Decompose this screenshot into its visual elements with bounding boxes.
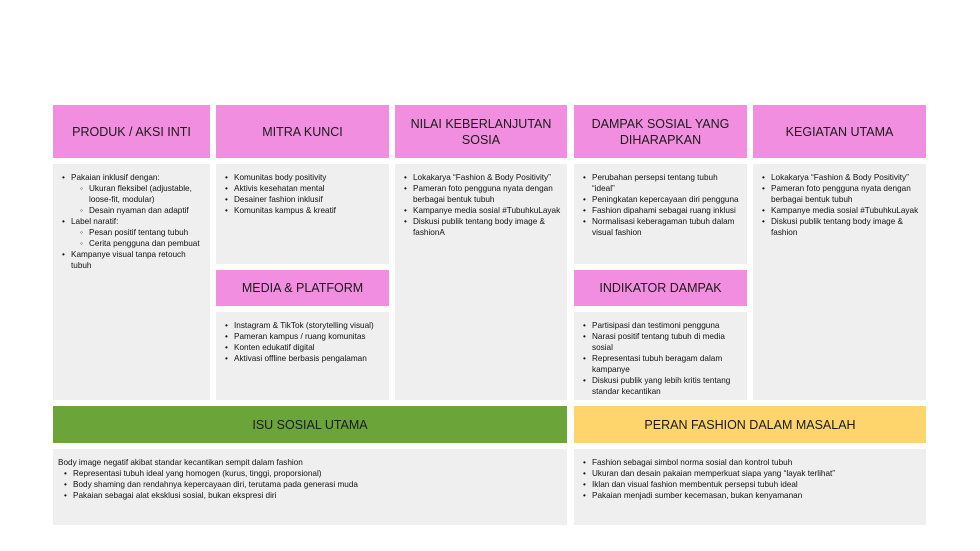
list-item: • Iklan dan visual fashion membentuk persepsi tubuh ideal xyxy=(582,479,920,490)
list-item: • Peningkatan kepercayaan diri pengguna xyxy=(582,194,741,205)
list-item: • Pakaian menjadi sumber kecemasan, bukan kenyamanan xyxy=(582,490,920,501)
list-item: • Kampanye media sosial #TubuhkuLayak xyxy=(403,205,561,216)
header-kegiatan: KEGIATAN UTAMA xyxy=(753,105,926,158)
list-item: • Representasi tubuh ideal yang homogen (kurus, tinggi, proporsional) xyxy=(63,468,561,479)
list-item: • Komunitas kampus & kreatif xyxy=(224,205,383,216)
panel-isu xyxy=(53,449,567,525)
list-item: • Lokakarya “Fashion & Body Positivity” xyxy=(403,172,561,183)
list-item: ◦ Pesan positif tentang tubuh xyxy=(71,227,204,238)
list-item: • Representasi tubuh beragam dalam kampanye xyxy=(582,353,741,375)
list-item: ◦ Cerita pengguna dan pembuat xyxy=(71,238,204,249)
isu-intro: Body image negatif akibat standar kecantikan sempit dalam fashion xyxy=(58,458,303,467)
panel-indikator xyxy=(574,312,747,400)
list-item: • Kampanye visual tanpa retouch tubuh xyxy=(61,249,204,271)
list-item xyxy=(61,172,204,216)
list-item: • Body shaming dan rendahnya kepercayaan diri, terutama pada generasi muda xyxy=(63,479,561,490)
header-mitra: MITRA KUNCI xyxy=(216,105,389,158)
list-item: • Pameran foto pengguna nyata dengan berbagai bentuk tubuh xyxy=(761,183,920,205)
panel-produk xyxy=(53,164,210,400)
header-peran: PERAN FASHION DALAM MASALAH xyxy=(574,406,926,443)
list-item: • Pameran foto pengguna nyata dengan berbagai bentuk tubuh xyxy=(403,183,561,205)
header-indikator: INDIKATOR DAMPAK xyxy=(574,270,747,306)
list-item: • Diskusi publik yang lebih kritis tentang standar kecantikan xyxy=(582,375,741,397)
item-text: Label naratif: xyxy=(71,217,119,226)
list-item: • Partisipasi dan testimoni pengguna xyxy=(582,320,741,331)
header-isu: ISU SOSIAL UTAMA xyxy=(53,406,567,443)
list-item: • Pakaian sebagai alat eksklusi sosial, bukan ekspresi diri xyxy=(63,490,561,501)
list-item: • Konten edukatif digital xyxy=(224,342,383,353)
list-item: • Normalisasi keberagaman tubuh dalam visual fashion xyxy=(582,216,741,238)
panel-kegiatan xyxy=(753,164,926,400)
panel-mitra xyxy=(216,164,389,264)
list-item: • Lokakarya “Fashion & Body Positivity” xyxy=(761,172,920,183)
list-item: • Kampanye media sosial #TubuhkuLayak xyxy=(761,205,920,216)
list-item: • Perubahan persepsi tentang tubuh “ideal” xyxy=(582,172,741,194)
header-media: MEDIA & PLATFORM xyxy=(216,270,389,306)
panel-peran xyxy=(574,449,926,525)
list-item: • Komunitas body positivity xyxy=(224,172,383,183)
list-item: ◦ Ukuran fleksibel (adjustable, loose-fit, modular) xyxy=(71,183,204,205)
list-item: • Aktivasi offline berbasis pengalaman xyxy=(224,353,383,364)
list-item: • Narasi positif tentang tubuh di media sosial xyxy=(582,331,741,353)
list-item: • Diskusi publik tentang body image & fashion xyxy=(761,216,920,238)
header-nilai: NILAI KEBERLANJUTAN SOSIA xyxy=(395,105,567,158)
item-text: Pakaian inklusif dengan: xyxy=(71,173,160,182)
list-item: • Diskusi publik tentang body image & fashionA xyxy=(403,216,561,238)
list-item: • Desainer fashion inklusif xyxy=(224,194,383,205)
list-item: • Fashion dipahami sebagai ruang inklusi xyxy=(582,205,741,216)
panel-media xyxy=(216,312,389,400)
list-item: • Instagram & TikTok (storytelling visual) xyxy=(224,320,383,331)
list-item: • Fashion sebagai simbol norma sosial dan kontrol tubuh xyxy=(582,457,920,468)
list-item xyxy=(61,216,204,249)
header-produk: PRODUK / AKSI INTI xyxy=(53,105,210,158)
list-item: • Aktivis kesehatan mental xyxy=(224,183,383,194)
list-item: • Ukuran dan desain pakaian memperkuat siapa yang “layak terlihat” xyxy=(582,468,920,479)
panel-dampak xyxy=(574,164,747,264)
list-item: ◦ Desain nyaman dan adaptif xyxy=(71,205,204,216)
list-item: • Pameran kampus / ruang komunitas xyxy=(224,331,383,342)
panel-nilai xyxy=(395,164,567,400)
header-dampak: DAMPAK SOSIAL YANG DIHARAPKAN xyxy=(574,105,747,158)
